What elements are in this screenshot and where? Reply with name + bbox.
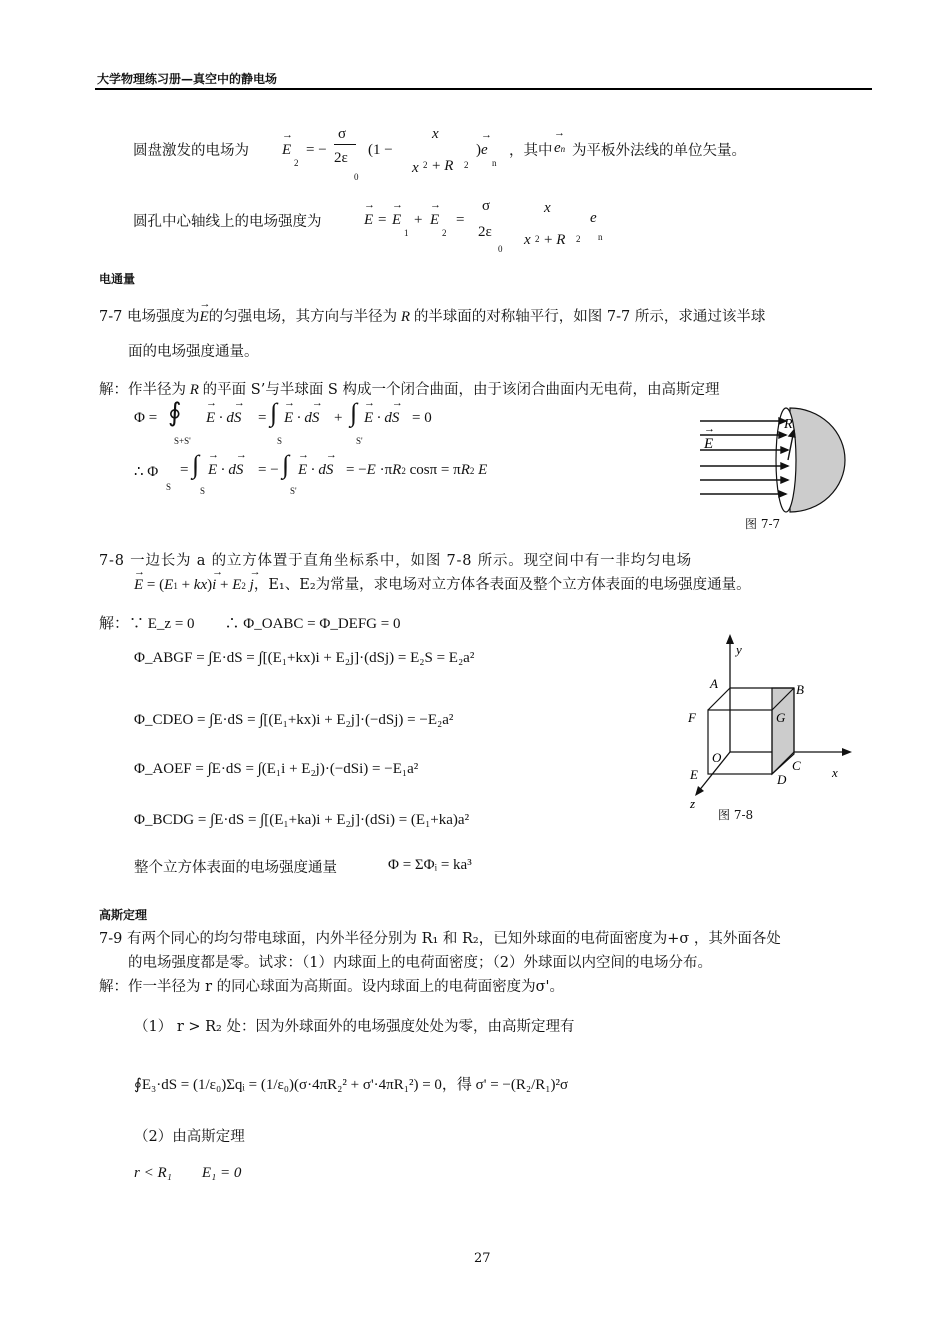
q78-eq-aoef: Φ_AOEF = ∫E·dS = ∫(E₁i + E₂j)·(−dSi) = −E₁a² <box>134 761 419 777</box>
fig78-label-F: F <box>688 710 696 725</box>
fig77-caption: 图 7-7 <box>745 517 781 531</box>
disc-tail: ，其中 <box>509 143 553 159</box>
fig78-label-D: D <box>777 772 787 787</box>
figure-7-8-cube <box>680 632 860 812</box>
fig78-label-O: O <box>712 750 722 765</box>
section-gauss: 高斯定理 <box>99 908 148 922</box>
en-symbol: → en <box>554 140 565 157</box>
q79-solution: 解：作一半径为 r 的同心球面为高斯面。设内球面上的电荷面密度为σ'。 <box>99 979 565 995</box>
fig78-caption: 图 7-8 <box>718 808 754 822</box>
q79-eq2: r < R₁ E₁ = 0 <box>134 1165 242 1181</box>
hole-formula: → E = → E 1 + → E 2 = σ 2ε 0 x x 2 + R 2 e n <box>362 196 612 258</box>
fig78-label-G: G <box>776 710 786 725</box>
q79-part2: （2）由高斯定理 <box>134 1129 245 1145</box>
q77-eq2: ∴ Φ S = ∫ S → E · d→ S = − ∫ S' → E · d→ S = −E ·πR2 cosπ = πR2 E <box>134 452 554 500</box>
disc-formula: → E 2 = − σ 2ε 0 (1 − x x 2 + R 2 )→ e n <box>280 122 535 184</box>
fig77-label-R: R <box>784 417 793 432</box>
svg-text:→: → <box>704 423 715 435</box>
q77-line1: 7-7 电场强度为→ E的匀强电场，其方向与半径为 R 的半球面的对称轴平行，如图 7-7 所示，求通过该半球 <box>99 307 765 327</box>
fig78-label-x: x <box>832 765 838 780</box>
q78-total-eq: Φ = ΣΦᵢ = ka³ <box>388 857 472 873</box>
q78-eq-bcdg: Φ_BCDG = ∫E·dS = ∫[(E₁+ka)i + E₂j]·(dSi) = (E₁+ka)a² <box>134 812 470 828</box>
q78-eq-abgf: Φ_ABGF = ∫E·dS = ∫[(E₁+kx)i + E₂j]·(dSj) = E₂S = E₂a² <box>134 650 475 666</box>
q77-line2: 面的电场强度通量。 <box>128 344 259 360</box>
q79-line1: 7-9 有两个同心的均匀带电球面，内外半径分别为 R₁ 和 R₂，已知外球面的电荷面密度为+σ ，其外面各处 <box>99 931 781 947</box>
fig78-label-z: z <box>690 796 696 811</box>
q77-eq1: Φ = ∮ S+S' → E · d→ S = ∫ S → E · d→ S + ∫ S' → E · d→ S = 0 <box>134 402 454 448</box>
q78-eq-cdeo: Φ_CDEO = ∫E·dS = ∫[(E₁+kx)i + E₂j]·(−dSj) = −E₂a² <box>134 712 454 728</box>
hole-intro: 圆孔中心轴线上的电场强度为 <box>133 214 322 230</box>
fig77-label-E: E <box>704 436 714 452</box>
header-rule <box>95 88 872 90</box>
page-number: 27 <box>474 1251 491 1266</box>
page-header: 大学物理练习册—真空中的静电场 <box>97 72 278 86</box>
q78-total-label: 整个立方体表面的电场强度通量 <box>134 860 337 876</box>
q77-solution: 解：作半径为 R 的平面 S’与半球面 S 构成一个闭合曲面，由于该闭合曲面内无电荷，由高斯定理 <box>99 382 720 398</box>
q78-solution: 解：∵ E_z = 0 ∴ Φ_OABC = Φ_DEFG = 0 <box>99 616 401 632</box>
disc-tail2: 为平板外法线的单位矢量。 <box>572 143 746 159</box>
q78-line2: → E = (E1 + kx)→ i + E2 → j，E₁、E₂为常量，求电场对立方体各表面及整个立方体表面的电场强度通量。 <box>134 575 751 596</box>
figure-7-7-hemisphere <box>698 404 848 529</box>
q78-line1: 7-8 一边长为 a 的立方体置于直角坐标系中，如图 7-8 所示。现空间中有一非均匀电场 <box>99 553 692 569</box>
fig78-label-y: y <box>736 642 742 657</box>
section-flux: 电通量 <box>99 272 136 286</box>
q79-line2: 的电场强度都是零。试求：（1）内球面上的电荷面密度；（2）外球面以内空间的电场分布。 <box>128 955 712 971</box>
q79-eq1: ∮E₃·dS = (1/ε₀)Σqᵢ = (1/ε₀)(σ·4πR₂² + σ'·4πR₁²) = 0，得 σ' = −(R₂/R₁)²σ <box>134 1077 569 1093</box>
disc-intro: 圆盘激发的电场为 <box>133 143 249 159</box>
q79-part1: （1） r > R₂ 处：因为外球面外的电场强度处处为零，由高斯定理有 <box>134 1019 575 1035</box>
fig78-label-E: E <box>690 767 698 782</box>
fig78-label-A: A <box>710 676 718 691</box>
fig78-label-C: C <box>792 758 801 773</box>
fig78-label-B: B <box>796 682 804 697</box>
